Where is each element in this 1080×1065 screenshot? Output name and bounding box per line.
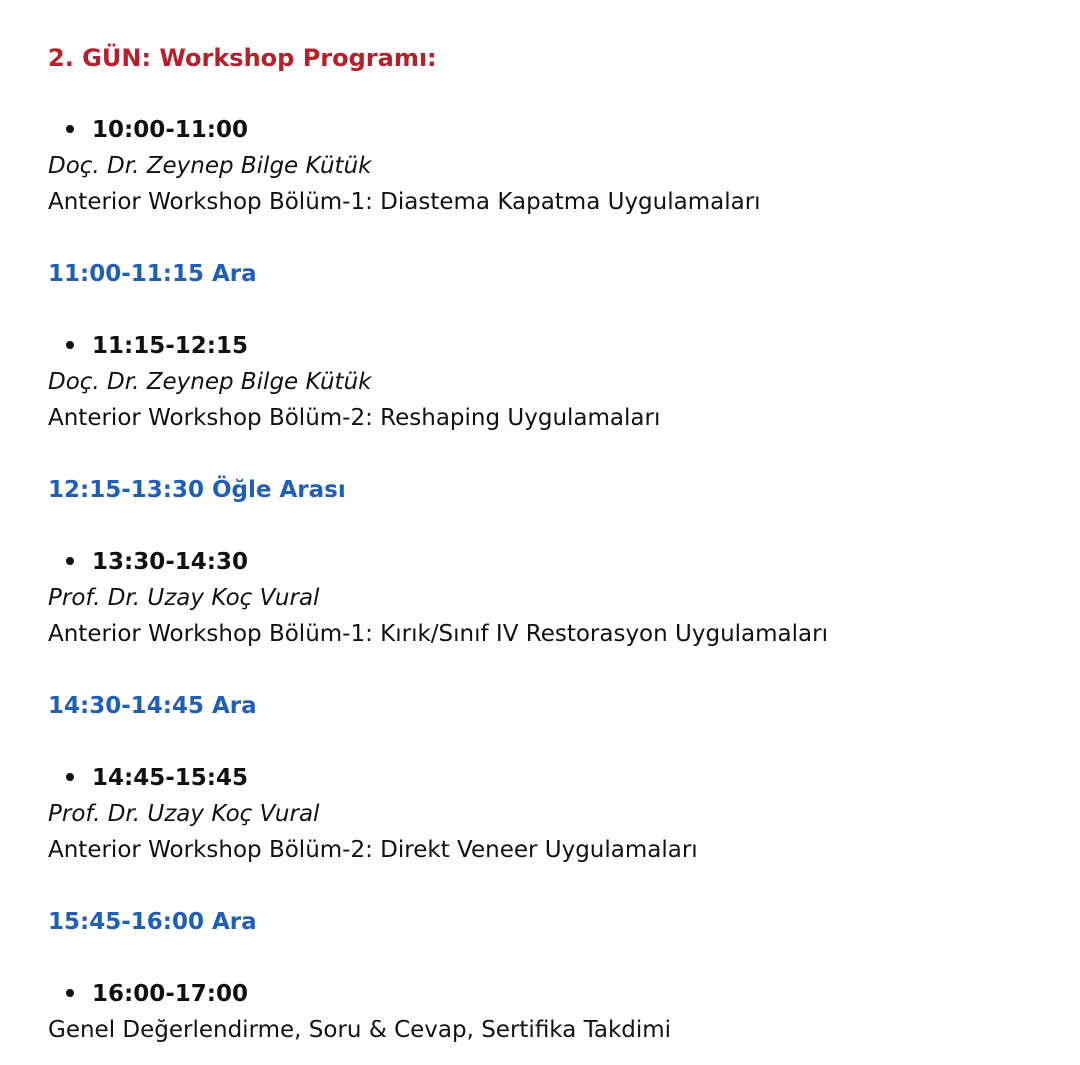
bullet-icon xyxy=(66,989,74,997)
session-time-label: 13:30-14:30 xyxy=(92,549,248,575)
break-1: 11:00-11:15 Ara xyxy=(48,261,257,287)
session-time-label: 10:00-11:00 xyxy=(92,117,248,143)
session-time-1 xyxy=(66,114,248,146)
bullet-icon xyxy=(66,773,74,781)
session-time-5 xyxy=(66,978,248,1010)
session-topic-4: Anterior Workshop Bölüm-2: Direkt Veneer Uygulamaları xyxy=(48,837,698,863)
session-speaker-1: Doç. Dr. Zeynep Bilge Kütük xyxy=(48,153,372,179)
break-4: 15:45-16:00 Ara xyxy=(48,909,257,935)
session-topic-1: Anterior Workshop Bölüm-1: Diastema Kapatma Uygulamaları xyxy=(48,189,761,215)
day-title: 2. GÜN: Workshop Programı: xyxy=(48,44,437,72)
session-time-label: 14:45-15:45 xyxy=(92,765,248,791)
session-topic-5: Genel Değerlendirme, Soru & Cevap, Sertifika Takdimi xyxy=(48,1017,672,1043)
bullet-icon xyxy=(66,125,74,133)
session-speaker-2: Doç. Dr. Zeynep Bilge Kütük xyxy=(48,369,372,395)
session-time-label: 11:15-12:15 xyxy=(92,333,248,359)
session-time-2 xyxy=(66,330,248,362)
session-speaker-3: Prof. Dr. Uzay Koç Vural xyxy=(48,585,320,611)
session-topic-2: Anterior Workshop Bölüm-2: Reshaping Uygulamaları xyxy=(48,405,661,431)
break-2: 12:15-13:30 Öğle Arası xyxy=(48,477,346,503)
bullet-icon xyxy=(66,341,74,349)
session-time-3 xyxy=(66,546,248,578)
session-speaker-4: Prof. Dr. Uzay Koç Vural xyxy=(48,801,320,827)
session-time-4 xyxy=(66,762,248,794)
break-3: 14:30-14:45 Ara xyxy=(48,693,257,719)
bullet-icon xyxy=(66,557,74,565)
session-topic-3: Anterior Workshop Bölüm-1: Kırık/Sınıf IV Restorasyon Uygulamaları xyxy=(48,621,828,647)
session-time-label: 16:00-17:00 xyxy=(92,981,248,1007)
